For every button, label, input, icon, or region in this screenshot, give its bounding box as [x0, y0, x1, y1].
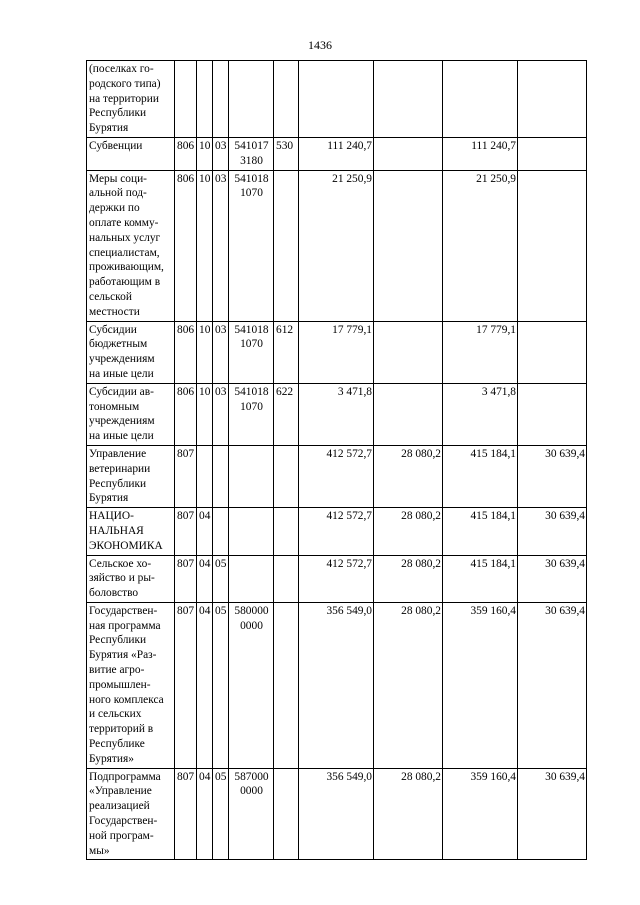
text-line: Республики	[89, 107, 147, 120]
text-line: ЭКОНОМИКА	[89, 539, 163, 552]
section-code-cell: 10	[197, 170, 213, 321]
ved-code-cell: 806	[175, 137, 197, 170]
expense-type-cell: 622	[274, 383, 299, 445]
amount-1-cell	[299, 61, 374, 138]
subsection-code-cell: 05	[213, 768, 229, 860]
text-line: 1070	[240, 400, 263, 413]
text-line: НАЛЬНАЯ	[89, 524, 144, 537]
text-line: витие агро-	[89, 664, 145, 677]
subsection-code-cell	[213, 445, 229, 507]
amount-3-cell: 415 184,1	[443, 445, 518, 507]
text-line: ветеринарии	[89, 462, 151, 475]
amount-3-cell: 359 160,4	[443, 602, 518, 768]
section-code-cell	[197, 61, 213, 138]
expense-type-cell	[274, 170, 299, 321]
subsection-code-cell: 03	[213, 170, 229, 321]
text-line: родского типа)	[89, 77, 161, 90]
subsection-code-cell: 05	[213, 555, 229, 602]
text-line: работающим в	[89, 276, 161, 289]
text-line: 1070	[240, 338, 263, 351]
amount-4-cell	[518, 137, 587, 170]
amount-3-cell: 17 779,1	[443, 321, 518, 383]
text-line: бюджетным	[89, 338, 148, 351]
text-line: НАЦИО-	[89, 510, 134, 523]
text-line: зяйство и ры-	[89, 572, 155, 585]
text-line: Республики	[89, 477, 147, 490]
row-name-cell	[87, 61, 175, 138]
text-line: 0000	[240, 619, 263, 632]
section-code-cell: 04	[197, 602, 213, 768]
text-line: на иные цели	[89, 430, 154, 443]
row-name-cell	[87, 383, 175, 445]
text-line: мы»	[89, 844, 110, 857]
amount-1-cell: 21 250,9	[299, 170, 374, 321]
amount-3-cell	[443, 61, 518, 138]
text-line: Государствен-	[89, 604, 158, 617]
target-article-cell	[229, 321, 274, 383]
ved-code-cell: 806	[175, 383, 197, 445]
text-line: Бурятия	[89, 122, 129, 135]
ved-code-cell: 807	[175, 555, 197, 602]
ved-code-cell: 807	[175, 602, 197, 768]
text-line: промышлен-	[89, 678, 151, 691]
amount-2-cell: 28 080,2	[374, 445, 443, 507]
ved-code-cell: 806	[175, 321, 197, 383]
amount-4-cell	[518, 321, 587, 383]
target-article-cell	[229, 383, 274, 445]
section-code-cell: 10	[197, 383, 213, 445]
text-line: тономным	[89, 400, 140, 413]
ved-code-cell	[175, 61, 197, 138]
text-line: проживающим,	[89, 261, 164, 274]
page-number: 1436	[308, 38, 332, 52]
amount-4-cell	[518, 61, 587, 138]
amount-2-cell	[374, 137, 443, 170]
budget-table	[86, 60, 587, 860]
table-row	[87, 555, 587, 602]
text-line: Республике	[89, 738, 145, 751]
text-line: и сельских	[89, 708, 142, 721]
text-line: территорий в	[89, 723, 154, 736]
target-article-cell	[229, 61, 274, 138]
target-article-cell	[229, 137, 274, 170]
row-name-cell	[87, 768, 175, 860]
text-line: Бурятия	[89, 492, 129, 505]
amount-1-cell: 412 572,7	[299, 445, 374, 507]
text-line: Бурятия»	[89, 752, 134, 765]
ved-code-cell: 807	[175, 768, 197, 860]
section-code-cell: 04	[197, 508, 213, 555]
section-code-cell	[197, 445, 213, 507]
target-article-cell	[229, 602, 274, 768]
subsection-code-cell	[213, 61, 229, 138]
amount-1-cell: 17 779,1	[299, 321, 374, 383]
amount-3-cell: 359 160,4	[443, 768, 518, 860]
subsection-code-cell: 05	[213, 602, 229, 768]
subsection-code-cell	[213, 508, 229, 555]
text-line: нальных услуг	[89, 231, 161, 244]
amount-4-cell: 30 639,4	[518, 555, 587, 602]
amount-4-cell: 30 639,4	[518, 602, 587, 768]
table-row	[87, 321, 587, 383]
amount-2-cell: 28 080,2	[374, 508, 443, 555]
amount-3-cell: 3 471,8	[443, 383, 518, 445]
table-row	[87, 508, 587, 555]
row-name-cell	[87, 321, 175, 383]
text-line: 587000	[234, 770, 269, 783]
expense-type-cell: 612	[274, 321, 299, 383]
text-line: Субсидии	[89, 323, 137, 336]
row-name-cell	[87, 445, 175, 507]
text-line: специалистам,	[89, 246, 160, 259]
section-code-cell: 10	[197, 137, 213, 170]
text-line: альной под-	[89, 187, 147, 200]
amount-4-cell: 30 639,4	[518, 768, 587, 860]
amount-4-cell: 30 639,4	[518, 445, 587, 507]
expense-type-cell	[274, 768, 299, 860]
amount-2-cell	[374, 170, 443, 321]
target-article-cell	[229, 768, 274, 860]
text-line: «Управление	[89, 785, 152, 798]
text-line: реализацией	[89, 800, 150, 813]
amount-2-cell: 28 080,2	[374, 555, 443, 602]
text-line: 3180	[240, 154, 263, 167]
text-line: Государствен-	[89, 815, 158, 828]
text-line: 541018	[234, 323, 269, 336]
section-code-cell: 04	[197, 555, 213, 602]
amount-2-cell	[374, 321, 443, 383]
text-line: 580000	[234, 604, 269, 617]
subsection-code-cell: 03	[213, 321, 229, 383]
amount-1-cell: 111 240,7	[299, 137, 374, 170]
text-line: 1070	[240, 187, 263, 200]
target-article-cell	[229, 508, 274, 555]
row-name-cell	[87, 555, 175, 602]
text-line: местности	[89, 305, 140, 318]
target-article-cell	[229, 555, 274, 602]
text-line: ная программа	[89, 619, 161, 632]
text-line: Управление	[89, 447, 147, 460]
target-article-cell	[229, 170, 274, 321]
text-line: учреждениям	[89, 415, 155, 428]
subsection-code-cell: 03	[213, 137, 229, 170]
text-line: Бурятия «Раз-	[89, 649, 157, 662]
amount-1-cell: 356 549,0	[299, 602, 374, 768]
expense-type-cell	[274, 61, 299, 138]
text-line: 0000	[240, 785, 263, 798]
amount-4-cell: 30 639,4	[518, 508, 587, 555]
table-row	[87, 445, 587, 507]
ved-code-cell: 807	[175, 445, 197, 507]
row-name-cell	[87, 170, 175, 321]
amount-1-cell: 3 471,8	[299, 383, 374, 445]
text-line: боловство	[89, 587, 139, 600]
expense-type-cell	[274, 555, 299, 602]
text-line: учреждениям	[89, 353, 155, 366]
text-line: сельской	[89, 290, 132, 303]
table-row	[87, 61, 587, 138]
ved-code-cell: 806	[175, 170, 197, 321]
table-row	[87, 602, 587, 768]
table-row	[87, 383, 587, 445]
text-line: держки по	[89, 202, 140, 215]
expense-type-cell: 530	[274, 137, 299, 170]
target-article-cell	[229, 445, 274, 507]
subsection-code-cell: 03	[213, 383, 229, 445]
text-line: Меры соци-	[89, 172, 147, 185]
text-line: 541017	[234, 139, 269, 152]
text-line: ного комплекса	[89, 693, 164, 706]
amount-3-cell: 415 184,1	[443, 555, 518, 602]
text-line: 541018	[234, 385, 269, 398]
text-line: на иные цели	[89, 367, 154, 380]
section-code-cell: 10	[197, 321, 213, 383]
expense-type-cell	[274, 508, 299, 555]
amount-4-cell	[518, 383, 587, 445]
expense-type-cell	[274, 602, 299, 768]
text-line: ной програм-	[89, 829, 154, 842]
ved-code-cell: 807	[175, 508, 197, 555]
row-name-cell: Субвенции	[87, 137, 175, 170]
table-row	[87, 170, 587, 321]
amount-2-cell: 28 080,2	[374, 602, 443, 768]
expense-type-cell	[274, 445, 299, 507]
text-line: (поселках го-	[89, 63, 154, 75]
amount-3-cell: 21 250,9	[443, 170, 518, 321]
row-name-cell	[87, 508, 175, 555]
amount-1-cell: 412 572,7	[299, 555, 374, 602]
amount-2-cell	[374, 61, 443, 138]
table-row	[87, 768, 587, 860]
table-body	[87, 61, 587, 860]
text-line: Республики	[89, 634, 147, 647]
table-row	[87, 137, 587, 170]
amount-4-cell	[518, 170, 587, 321]
amount-1-cell: 356 549,0	[299, 768, 374, 860]
amount-1-cell: 412 572,7	[299, 508, 374, 555]
amount-2-cell	[374, 383, 443, 445]
text-line: 541018	[234, 172, 269, 185]
text-line: Сельское хо-	[89, 557, 152, 570]
text-line: на территории	[89, 92, 159, 105]
row-name-cell	[87, 602, 175, 768]
amount-3-cell: 111 240,7	[443, 137, 518, 170]
section-code-cell: 04	[197, 768, 213, 860]
amount-2-cell: 28 080,2	[374, 768, 443, 860]
amount-3-cell: 415 184,1	[443, 508, 518, 555]
text-line: оплате комму-	[89, 216, 159, 229]
text-line: Субсидии ав-	[89, 385, 154, 398]
text-line: Подпрограмма	[89, 770, 161, 783]
